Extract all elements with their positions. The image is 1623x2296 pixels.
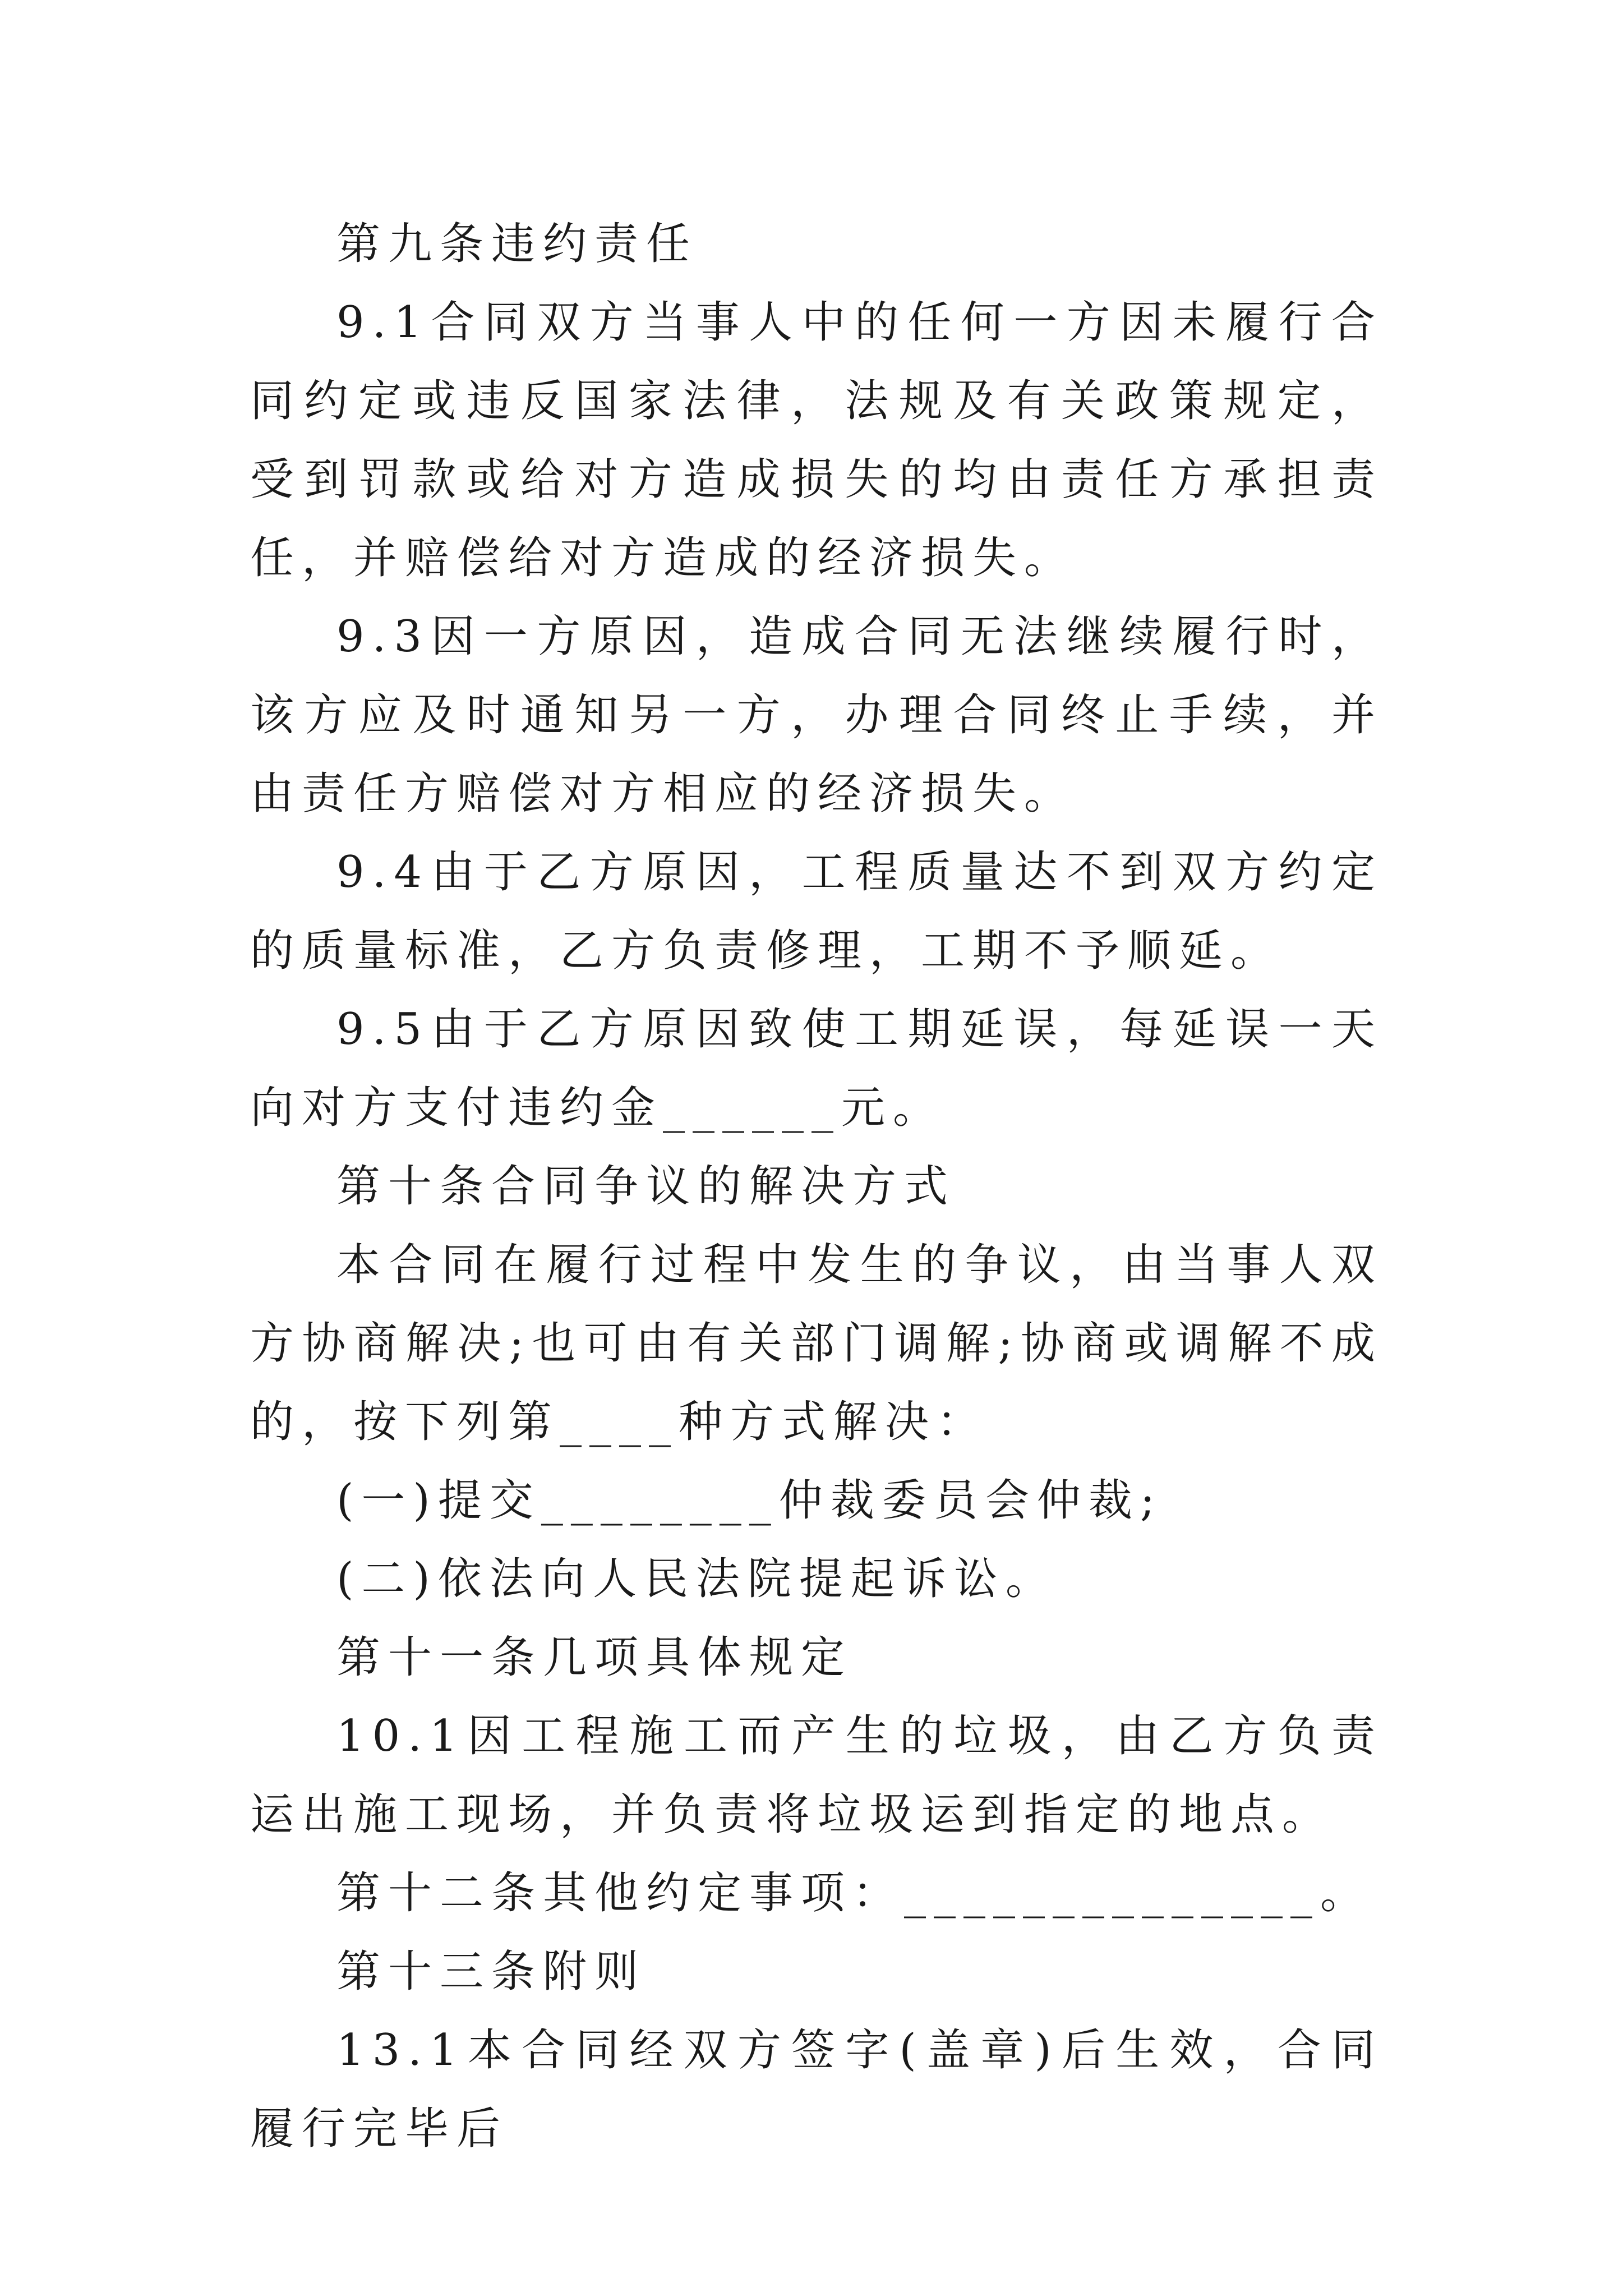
article-13-heading: 第十三条附则 xyxy=(336,1947,647,1997)
clause-13-1: 13.1本合同经双方签字(盖章)后生效，合同履行完毕后 xyxy=(250,2025,1383,2154)
dispute-resolution-text: 本合同在履行过程中发生的争议，由当事人双方协商解决;也可由有关部门调解;协商或调解不成的，按下列第____种方式解决： xyxy=(250,1240,1383,1447)
article-11-heading: 第十一条几项具体规定 xyxy=(336,1632,853,1683)
clause-10-1: 10.1因工程施工而产生的垃圾，由乙方负责运出施工现场，并负责将垃圾运到指定的地点。 xyxy=(250,1711,1383,1840)
clause-9-3: 9.3因一方原因，造成合同无法继续履行时，该方应及时通知另一方，办理合同终止手续，并由责任方赔偿对方相应的经济损失。 xyxy=(250,611,1383,819)
dispute-option-2: (二)依法向人民法院提起诉讼。 xyxy=(336,1554,1057,1604)
document-body xyxy=(250,205,1383,2168)
clause-9-1: 9.1合同双方当事人中的任何一方因未履行合同约定或违反国家法律，法规及有关政策规定，受到罚款或给对方造成损失的均由责任方承担责任，并赔偿给对方造成的经济损失。 xyxy=(250,297,1383,583)
dispute-option-1: (一)提交________仲裁委员会仲裁; xyxy=(336,1475,1163,1526)
clause-9-5: 9.5由于乙方原因致使工期延误，每延误一天向对方支付违约金______元。 xyxy=(250,1004,1383,1133)
article-10-heading: 第十条合同争议的解决方式 xyxy=(336,1161,956,1212)
article-9-heading: 第九条违约责任 xyxy=(336,219,698,269)
article-12-heading: 第十二条其他约定事项：______________。 xyxy=(336,1868,1372,1918)
clause-9-4: 9.4由于乙方原因，工程质量达不到双方约定的质量标准，乙方负责修理，工期不予顺延。 xyxy=(250,847,1383,976)
